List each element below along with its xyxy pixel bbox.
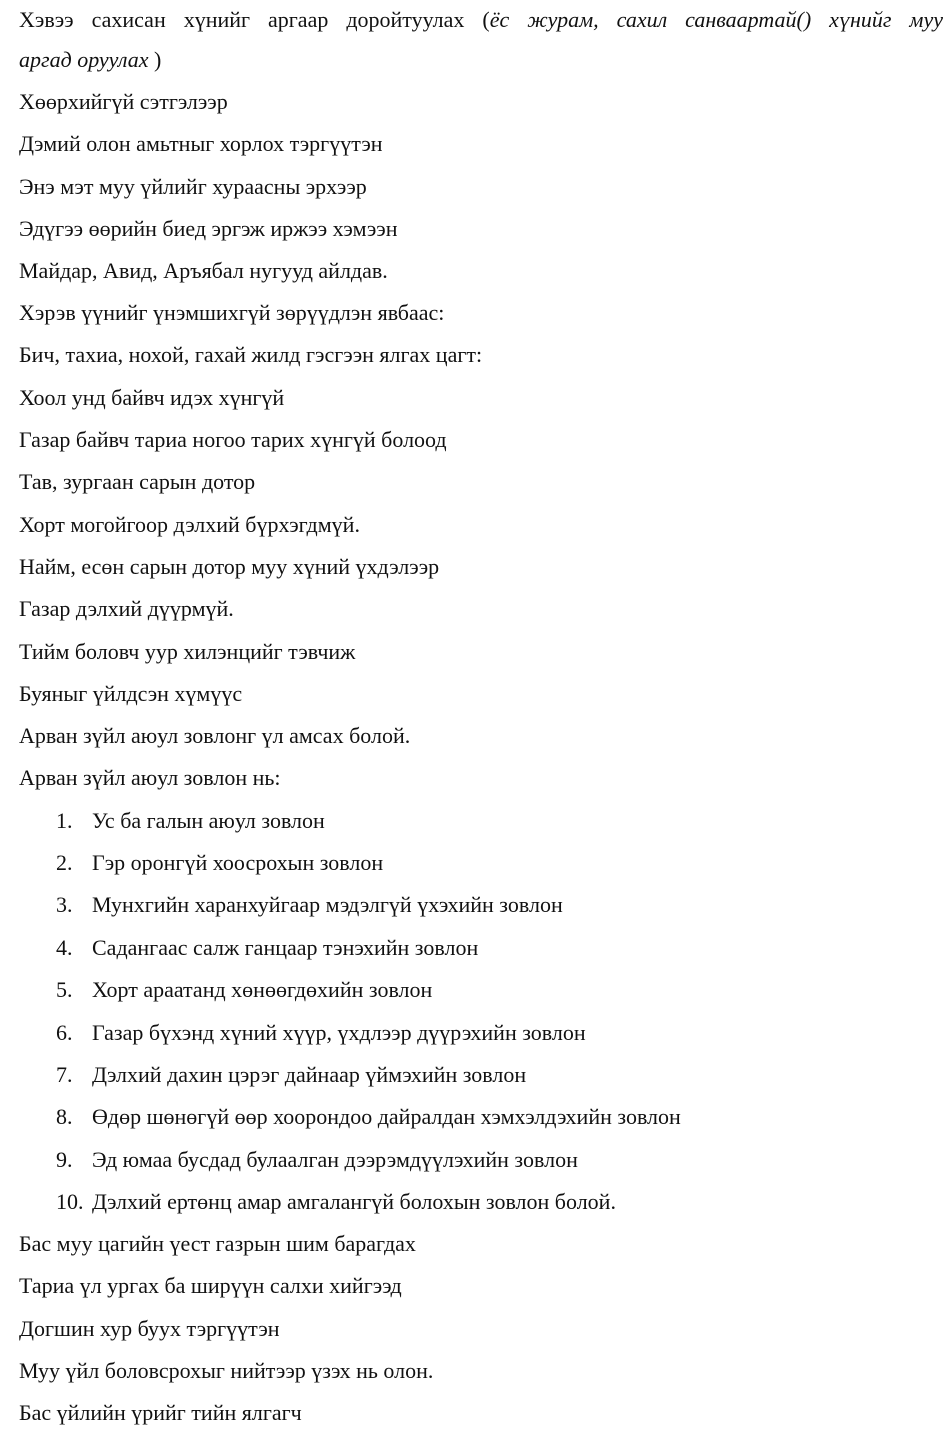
- list-text: Дэлхий дахин цэрэг дайнаар үймэхийн зовлон: [92, 1062, 527, 1087]
- intro-line-2: [19, 46, 161, 74]
- closing-line: Муу үйл боловсрохыг нийтээр үзэх нь олон.: [19, 1358, 434, 1383]
- verse-line: Арван зүйл аюул зовлонг үл амсах болой.: [19, 723, 411, 748]
- verse-line: Хорт могойгоор дэлхий бүрхэгдмүй.: [19, 512, 360, 537]
- list-text: Хорт араатанд хөнөөгдөхийн зовлон: [92, 977, 433, 1002]
- list-item: [56, 1061, 526, 1089]
- verse-line: Тийм боловч уур хилэнцийг тэвчиж: [19, 639, 356, 664]
- intro-line-2-plain: ): [148, 47, 162, 72]
- list-number: 1.: [56, 808, 73, 833]
- verse-line: Эдүгээ өөрийн биед эргэж иржээ хэмээн: [19, 216, 398, 241]
- verse-line: Майдар, Авид, Аръябал нугууд айлдав.: [19, 258, 388, 283]
- list-item: [56, 1146, 578, 1174]
- verse-line: Хоол унд байвч идэх хүнгүй: [19, 385, 285, 410]
- list-item: [56, 934, 478, 962]
- list-item: [56, 976, 432, 1004]
- closing-line: Бас үйлийн үрийг тийн ялгагч: [19, 1400, 302, 1425]
- list-number: 6.: [56, 1020, 73, 1045]
- list-text: Ус ба галын аюул зовлон: [92, 808, 325, 833]
- intro-line-1-plain: Хэвээ сахисан хүнийг аргаар доройтуулах (: [19, 7, 490, 32]
- intro-line-1: [19, 6, 943, 34]
- verse-line: Дэмий олон амьтныг хорлох тэргүүтэн: [19, 131, 383, 156]
- list-item: [56, 1103, 681, 1131]
- list-text: Дэлхий ертөнц амар амгалангүй болохын зовлон болой.: [92, 1189, 616, 1214]
- list-text: Өдөр шөнөгүй өөр хоорондоо дайралдан хэмхэлдэхийн зовлон: [92, 1104, 681, 1129]
- list-number: 3.: [56, 892, 73, 917]
- verse-line: Хэрэв үүнийг үнэмшихгүй зөрүүдлэн явбаас:: [19, 300, 445, 325]
- closing-line: Догшин хур буух тэргүүтэн: [19, 1316, 280, 1341]
- list-number: 5.: [56, 977, 73, 1002]
- list-text: Гэр оронгүй хоосрохын зовлон: [92, 850, 384, 875]
- list-number: 8.: [56, 1104, 73, 1129]
- intro-line-1-italic: ёс журам, сахил санваартай() хүнийг муу: [489, 7, 943, 32]
- list-number: 9.: [56, 1147, 73, 1172]
- list-item: [56, 807, 325, 835]
- intro-line-2-italic: аргад оруулах: [19, 47, 149, 72]
- list-text: Эд юмаа бусдад булаалган дээрэмдүүлэхийн зовлон: [92, 1147, 578, 1172]
- list-item: [56, 849, 383, 877]
- verse-line: Буяныг үйлдсэн хүмүүс: [19, 681, 243, 706]
- closing-line: Тариа үл ургах ба ширүүн салхи хийгээд: [19, 1273, 402, 1298]
- list-item: [56, 891, 563, 919]
- list-item: [56, 1019, 586, 1047]
- list-number: 7.: [56, 1062, 73, 1087]
- list-item: [56, 1188, 616, 1216]
- verse-line: Бич, тахиа, нохой, гахай жилд гэсгээн ялгах цагт:: [19, 342, 483, 367]
- list-number: 2.: [56, 850, 73, 875]
- verse-line: Энэ мэт муу үйлийг хураасны эрхээр: [19, 174, 367, 199]
- list-text: Садангаас салж ганцаар тэнэхийн зовлон: [92, 935, 479, 960]
- list-number: 10.: [56, 1189, 84, 1214]
- verse-line: Газар байвч тариа ногоо тарих хүнгүй болоод: [19, 427, 447, 452]
- list-number: 4.: [56, 935, 73, 960]
- verse-line: Хөөрхийгүй сэтгэлээр: [19, 89, 228, 114]
- verse-line: Газар дэлхий дүүрмүй.: [19, 596, 234, 621]
- list-text: Мунхгийн харанхуйгаар мэдэлгүй үхэхийн зовлон: [92, 892, 563, 917]
- verse-line: Тав, зургаан сарын дотор: [19, 469, 256, 494]
- list-text: Газар бүхэнд хүний хүүр, үхдлээр дүүрэхийн зовлон: [92, 1020, 586, 1045]
- verse-line: Арван зүйл аюул зовлон нь:: [19, 765, 281, 790]
- closing-line: Бас муу цагийн үест газрын шим барагдах: [19, 1231, 416, 1256]
- verse-line: Найм, есөн сарын дотор муу хүний үхдэлээр: [19, 554, 440, 579]
